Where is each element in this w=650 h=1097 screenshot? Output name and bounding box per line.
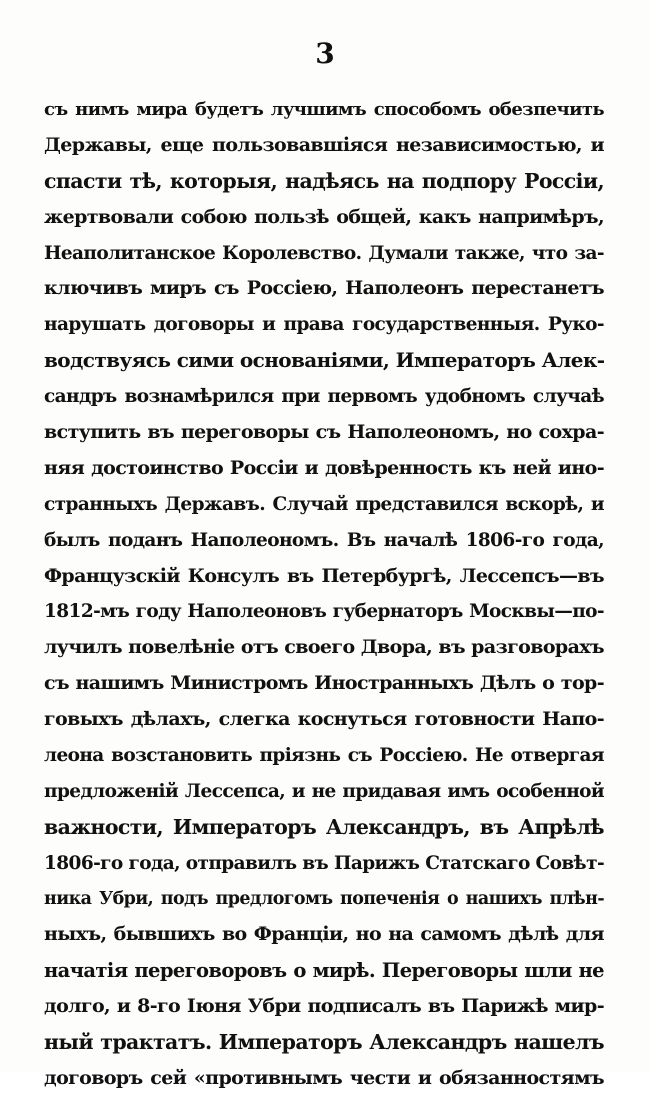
body-text	[44, 92, 604, 1097]
text-line: няя достоинство Россіи и довѣренность къ ней ино-	[44, 456, 604, 479]
page-number: 3	[315, 37, 335, 70]
text-line: долго, и 8-го Іюня Убри подписалъ въ Парижѣ мир-	[44, 995, 604, 1018]
text-line: спасти тѣ, которыя, надѣясь на подпору Россіи,	[44, 168, 604, 193]
text-line: сандръ вознамѣрился при первомъ удобномъ случаѣ	[44, 386, 604, 408]
text-line: леона возстановить пріязнь съ Россіею. Не отвергая	[44, 745, 604, 767]
text-line: былъ поданъ Наполеономъ. Въ началѣ 1806-го года,	[44, 529, 604, 551]
text-line: начатія переговоровъ о мирѣ. Переговоры шли не	[44, 959, 604, 983]
text-line: важности, Императоръ Александръ, въ Апрѣлѣ	[44, 814, 604, 839]
text-line: 1806-го года, отправилъ въ Парижъ Статскаго Совѣт-	[44, 852, 604, 874]
text-line: Французскій Консулъ въ Петербургѣ, Лессепсъ—въ	[44, 564, 604, 587]
text-line: предложеній Лессепса, и не придавая имъ особенной	[44, 780, 604, 802]
text-line: водствуясь сими основаніями, Императоръ Алек-	[44, 348, 604, 373]
text-line: съ нимъ мира будетъ лучшимъ способомъ обезпечить	[44, 99, 604, 120]
text-line: нарушать договоры и права государственныя. Руко-	[44, 314, 604, 336]
text-line: 1812-мъ году Наполеоновъ губернаторъ Москвы—по-	[44, 601, 604, 623]
text-line: Державы, еще пользовавшіяся независимостью, и	[44, 133, 604, 156]
text-line: говыхъ дѣлахъ, слегка коснуться готовности Напо-	[44, 708, 604, 731]
text-line: договоръ сей «противнымъ чести и обязанностямъ	[44, 1067, 604, 1090]
text-line: Неаполитанское Королевство. Думали также, что за-	[44, 242, 604, 264]
text-line: жертвовали собою пользѣ общей, какъ напримѣръ,	[44, 205, 604, 228]
text-line: ный трактатъ. Императоръ Александръ нашелъ	[44, 1030, 604, 1055]
text-line: съ нашимъ Министромъ Иностранныхъ Дѣлъ о тор-	[44, 672, 604, 695]
text-line: странныхъ Державъ. Случай представился вскорѣ, и	[44, 493, 604, 515]
text-line: лучилъ повелѣніе отъ своего Двора, въ разговорахъ	[44, 636, 604, 659]
text-line: ныхъ, бывшихъ во Франціи, но на самомъ дѣлѣ для	[44, 923, 604, 946]
text-line: ника Убри, подъ предлогомъ попеченія о нашихъ плѣн-	[44, 888, 604, 909]
text-line: ключивъ миръ съ Россіею, Наполеонъ перестанетъ	[44, 277, 604, 300]
text-line: вступить въ переговоры съ Наполеономъ, но сохра-	[44, 421, 604, 444]
